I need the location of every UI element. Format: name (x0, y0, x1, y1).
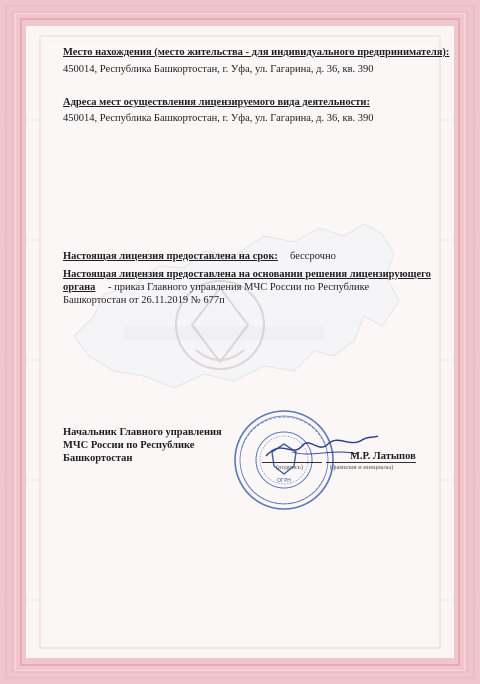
activity-address: 450014, Республика Башкортостан, г. Уфа, ул. Гагарина, д. 36, кв. 390 (63, 113, 374, 124)
basis-label-line2: органа (63, 282, 96, 293)
name-caption: (фамилия и инициалы) (330, 464, 394, 471)
basis-label-line1: Настоящая лицензия предоставлена на основании решения лицензирующего (63, 269, 431, 280)
signature-caption: (подпись) (276, 464, 303, 471)
signatory-position-line3: Башкортостан (63, 453, 133, 464)
location-address: 450014, Республика Башкортостан, г. Уфа, ул. Гагарина, д. 36, кв. 390 (63, 64, 374, 75)
basis-value-line2: Башкортостан от 26.11.2019 № 677п (63, 295, 225, 306)
location-heading: Место нахождения (место жительства - для индивидуального предпринимателя): (63, 47, 450, 58)
signatory-position-line2: МЧС России по Республике (63, 440, 195, 451)
term-label: Настоящая лицензия предоставлена на срок: (63, 251, 278, 262)
svg-text:ОГРН: ОГРН (277, 478, 291, 484)
activity-heading: Адреса мест осуществления лицензируемого вида деятельности: (63, 97, 370, 108)
signature-line (262, 462, 322, 463)
term-value: бессрочно (290, 251, 336, 262)
signatory-position-line1: Начальник Главного управления (63, 427, 222, 438)
basis-value-line1: - приказ Главного управления МЧС России по Республике (108, 282, 370, 293)
signatory-name: М.Р. Латыпов (350, 451, 416, 462)
